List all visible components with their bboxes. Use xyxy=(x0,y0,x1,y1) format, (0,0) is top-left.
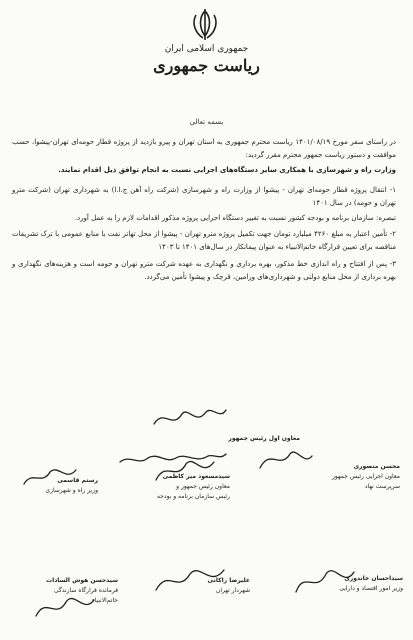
item-note: تبصره: سازمان برنامه و بودجه کشور نسبت به تغییر دستگاه اجرایی پروژه مذکور اقدامات لازم را به عمل آورد. xyxy=(74,214,396,222)
sig-executive-name: محسن منصوری xyxy=(353,463,400,470)
sig-khatam-title1: فرمانده قرارگاه سازندگی xyxy=(54,587,118,594)
salutation: بسمه تعالی xyxy=(189,118,224,126)
sig-roads-title: وزیر راه و شهرسازی xyxy=(45,487,98,494)
sig-mayor xyxy=(140,576,250,596)
directive-paragraph: وزارت راه و شهرسازی با همکاری سایر دستگاه‌های اجرایی نسبت به انجام توافق ذیل اقدام نمایند. xyxy=(58,166,396,174)
sig-finance-name: سیداحسان خاندوزی xyxy=(344,575,403,582)
sig-khatam-title2: خاتم‌الانبیاء xyxy=(91,597,118,604)
sig-pbo xyxy=(110,472,230,502)
sig-first-vp-title: معاون اول رئیس جمهور xyxy=(228,435,300,442)
sig-roads xyxy=(8,476,98,496)
sig-khatam-name: سیدحسن هوش السادات xyxy=(46,577,118,584)
item-2: ۲- تأمین اعتبار به مبلغ ۴۲۶۰ میلیارد تومان جهت تکمیل پروژه مترو تهران - پیشوا از محل تهاتر نفت یا منابع عمومی با ترک تشریفات مناقصه برای تعیین قرارگاه خاتم‌الانبیاء به عنوان پیمانکار در سال‌های ۱۴۰۱ تا ۱۴۰۳ xyxy=(12,230,397,251)
sig-khatam xyxy=(8,576,118,606)
sig-first-vp xyxy=(0,434,300,444)
item-1: ۱- انتقال پروژه قطار حومه‌ای تهران - پیشوا از وزارت راه و شهرسازی (شرکت راه آهن ج.ا.ا) به شهرداری تهران (شرکت مترو تهران و حومه) در سال ۱۴۰۱ xyxy=(12,186,396,207)
sig-executive-title1: معاون اجرایی رئیس جمهور xyxy=(332,473,400,480)
sig-pbo-name: سیدمسعود میر کاظمی xyxy=(162,473,230,480)
sig-mayor-title: شهردار تهران xyxy=(215,587,250,594)
sig-executive xyxy=(260,462,400,492)
intro-paragraph: در راستای سفر مورخ ۱۴۰۱/۰۸/۱۹ ریاست محترم جمهوری به استان تهران و پیرو بازدید از پروژه قطار حومه‌ای تهران-پیشوا، حسب موافقت و دستور ریاست جمهور محترم مقرر گردید: xyxy=(12,138,396,159)
item-3: ۳- پس از افتتاح و راه اندازی خط مذکور، بهره برداری و نگهداری به عهده شرکت مترو تهران و حومه است و هزینه‌های نگهداری و بهره برداری از محل منابع دولتی و شهرداری‌های ورامین، قرچک و پیشوا تأمین می‌گردد. xyxy=(12,260,396,281)
sig-pbo-title1: معاون رئیس جمهور و xyxy=(176,483,230,490)
signature-first-vp xyxy=(150,402,230,432)
sig-finance xyxy=(288,574,403,594)
letterhead-presidency: ریاست جمهوری xyxy=(153,56,260,75)
sig-pbo-title2: رئیس سازمان برنامه و بودجه xyxy=(156,493,230,500)
letterhead-country: جمهوری اسلامی ایران xyxy=(164,44,249,54)
sig-mayor-name: علیرضا زاکانی xyxy=(207,577,250,584)
sig-executive-title2: سرپرست نهاد xyxy=(364,483,400,490)
iran-emblem-icon xyxy=(188,8,222,42)
sig-roads-name: رستم قاسمی xyxy=(57,477,98,484)
sig-finance-title: وزیر امور اقتصاد و دارایی xyxy=(339,585,403,592)
